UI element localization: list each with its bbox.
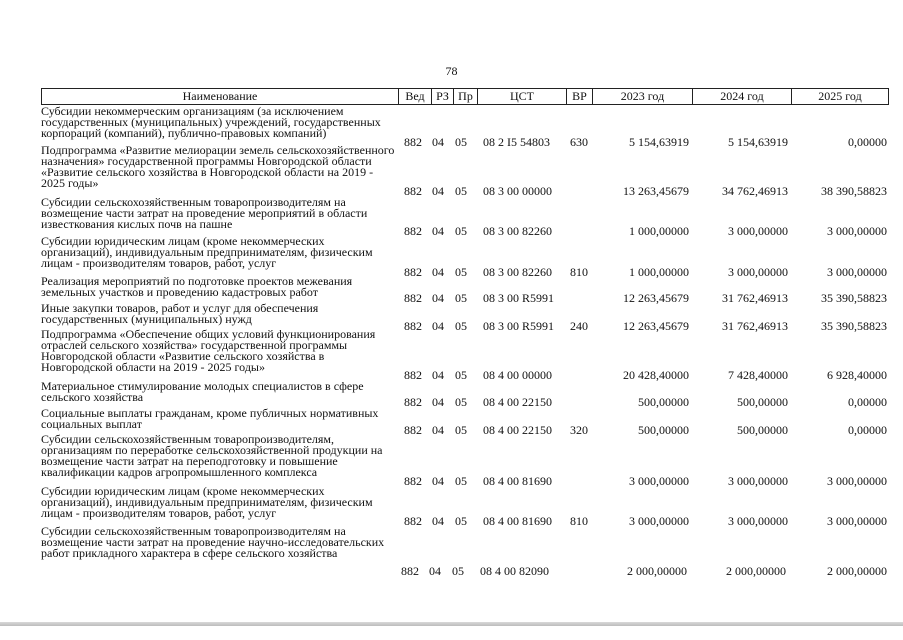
row-rz: 04 <box>432 368 444 382</box>
row-2024: 500,00000 <box>737 395 788 409</box>
row-2023: 5 154,63919 <box>629 135 689 149</box>
table-row <box>41 104 889 149</box>
row-2024: 31 762,46913 <box>722 291 788 305</box>
table-row <box>41 145 889 197</box>
row-2025: 2 000,00000 <box>827 564 887 578</box>
table-row <box>41 434 889 486</box>
row-2023: 3 000,00000 <box>629 514 689 528</box>
row-2025: 35 390,58823 <box>821 319 887 333</box>
row-2023: 1 000,00000 <box>629 265 689 279</box>
row-ved: 882 <box>404 291 422 305</box>
row-vr: 630 <box>570 135 588 149</box>
row-cst: 08 4 00 00000 <box>483 368 552 382</box>
row-2024: 7 428,40000 <box>728 368 788 382</box>
row-2024: 5 154,63919 <box>728 135 788 149</box>
row-pr: 05 <box>455 319 467 333</box>
row-name: Субсидии сельскохозяйственным товаропроизводителям на возмещение части затрат на проведение мероприятий в области известкования кислых почв на пашне <box>41 195 368 231</box>
table-row <box>41 234 889 279</box>
row-rz: 04 <box>432 423 444 437</box>
row-2023: 20 428,40000 <box>623 368 689 382</box>
row-name: Субсидии юридическим лицам (кроме некоммерческих организаций), индивидуальным предпринимателям, физическим лицам - производителям товаров, работ, услуг <box>41 484 373 520</box>
row-name: Подпрограмма «Развитие мелиорации земель сельскохозяйственного назначения» государственной программы Новгородской области «Развитие сельского хозяйства в Новгородской области на 2019 - 2025 годы» <box>41 143 395 190</box>
table-row <box>41 276 889 303</box>
row-vr: 810 <box>570 265 588 279</box>
row-2023: 500,00000 <box>638 395 689 409</box>
row-vr: 810 <box>570 514 588 528</box>
row-pr: 05 <box>455 423 467 437</box>
row-2023: 13 263,45679 <box>623 184 689 198</box>
header-rz: РЗ <box>431 89 453 104</box>
row-pr: 05 <box>455 265 467 279</box>
row-2024: 34 762,46913 <box>722 184 788 198</box>
row-name: Социальные выплаты гражданам, кроме публичных нормативных социальных выплат <box>41 406 379 431</box>
row-ved: 882 <box>404 184 422 198</box>
row-2024: 31 762,46913 <box>722 319 788 333</box>
row-name: Реализация мероприятий по подготовке проектов межевания земельных участков и проведению кадастровых работ <box>41 274 353 299</box>
row-pr: 05 <box>455 291 467 305</box>
row-rz: 04 <box>432 514 444 528</box>
row-2023: 12 263,45679 <box>623 291 689 305</box>
row-rz: 04 <box>432 291 444 305</box>
row-cst: 08 4 00 82090 <box>480 564 549 578</box>
row-pr: 05 <box>455 474 467 488</box>
row-ved: 882 <box>404 474 422 488</box>
row-pr: 05 <box>455 184 467 198</box>
table-header <box>41 88 889 105</box>
row-ved: 882 <box>404 514 422 528</box>
table-row <box>41 381 889 409</box>
row-name: Подпрограмма «Обеспечение общих условий функционирования отраслей сельского хозяйства» государственной программы Новгородской области «Развитие сельского хозяйства в Новгородской области на 2019 - 2025 годы» <box>41 327 376 374</box>
page-number: 78 <box>445 64 458 78</box>
header-2024: 2024 год <box>692 89 791 104</box>
row-name: Материальное стимулирование молодых специалистов в сфере сельского хозяйства <box>41 379 364 404</box>
row-2023: 3 000,00000 <box>629 474 689 488</box>
row-ved: 882 <box>404 368 422 382</box>
row-2025: 3 000,00000 <box>827 224 887 238</box>
row-cst: 08 3 00 R5991 <box>483 319 555 333</box>
row-pr: 05 <box>455 135 467 149</box>
row-name: Иные закупки товаров, работ и услуг для обеспечения государственных (муниципальных) нужд <box>41 301 319 326</box>
row-cst: 08 4 00 22150 <box>483 395 552 409</box>
header-ved: Вед <box>398 89 431 104</box>
row-cst: 08 3 00 00000 <box>483 184 552 198</box>
row-cst: 08 4 00 22150 <box>483 423 552 437</box>
header-cst: ЦСТ <box>477 89 566 104</box>
row-2025: 38 390,58823 <box>821 184 887 198</box>
row-2024: 2 000,00000 <box>726 564 786 578</box>
row-2024: 3 000,00000 <box>728 514 788 528</box>
row-ved: 882 <box>404 265 422 279</box>
row-rz: 04 <box>432 265 444 279</box>
row-pr: 05 <box>455 514 467 528</box>
row-2023: 2 000,00000 <box>627 564 687 578</box>
header-vr: ВР <box>566 89 592 104</box>
header-2023: 2023 год <box>592 89 692 104</box>
row-rz: 04 <box>432 395 444 409</box>
row-2025: 3 000,00000 <box>827 514 887 528</box>
row-ved: 882 <box>401 564 419 578</box>
row-name: Субсидии сельскохозяйственным товаропроизводителям на возмещение части затрат на проведение научно-исследовательских работ прикладного характера в сфере сельского хозяйства <box>41 524 385 560</box>
row-2023: 1 000,00000 <box>629 224 689 238</box>
row-ved: 882 <box>404 395 422 409</box>
row-pr: 05 <box>455 395 467 409</box>
row-cst: 08 4 00 81690 <box>483 514 552 528</box>
row-name: Субсидии сельскохозяйственным товаропроизводителям, организациям по переработке сельскохозяйственной продукции на возмещение части затрат на переподготовку и повышение квалификации кадров агропромышленного комплекса <box>41 432 383 479</box>
row-name: Субсидии некоммерческим организациям (за исключением государственных (муниципальных) учреждений, государственных корпораций (компаний), публично-правовых компаний) <box>41 104 381 140</box>
row-2024: 3 000,00000 <box>728 265 788 279</box>
row-2023: 500,00000 <box>638 423 689 437</box>
row-vr: 320 <box>570 423 588 437</box>
row-rz: 04 <box>432 224 444 238</box>
row-cst: 08 3 00 82260 <box>483 224 552 238</box>
table-row <box>41 486 889 526</box>
row-vr: 240 <box>570 319 588 333</box>
row-cst: 08 4 00 81690 <box>483 474 552 488</box>
row-2025: 3 000,00000 <box>827 265 887 279</box>
table-row <box>41 197 889 237</box>
table-row <box>41 526 889 582</box>
row-rz: 04 <box>432 184 444 198</box>
header-2025: 2025 год <box>791 89 888 104</box>
row-pr: 05 <box>452 564 464 578</box>
row-2025: 0,00000 <box>848 423 887 437</box>
row-2025: 35 390,58823 <box>821 291 887 305</box>
row-rz: 04 <box>432 474 444 488</box>
header-pr: Пр <box>453 89 477 104</box>
scan-edge <box>0 622 903 626</box>
row-ved: 882 <box>404 135 422 149</box>
row-2024: 3 000,00000 <box>728 474 788 488</box>
row-ved: 882 <box>404 224 422 238</box>
row-rz: 04 <box>432 135 444 149</box>
header-name: Наименование <box>182 89 258 103</box>
row-rz: 04 <box>429 564 441 578</box>
row-cst: 08 2 I5 54803 <box>483 135 550 149</box>
row-2025: 0,00000 <box>848 135 887 149</box>
row-pr: 05 <box>455 224 467 238</box>
row-cst: 08 3 00 82260 <box>483 265 552 279</box>
row-cst: 08 3 00 R5991 <box>483 291 555 305</box>
row-name: Субсидии юридическим лицам (кроме некоммерческих организаций), индивидуальным предпринимателям, физическим лицам - производителям товаров, работ, услуг <box>41 234 373 270</box>
table-row <box>41 329 889 381</box>
row-2025: 3 000,00000 <box>827 474 887 488</box>
row-ved: 882 <box>404 319 422 333</box>
row-ved: 882 <box>404 423 422 437</box>
row-pr: 05 <box>455 368 467 382</box>
row-2024: 500,00000 <box>737 423 788 437</box>
row-2024: 3 000,00000 <box>728 224 788 238</box>
row-2025: 0,00000 <box>848 395 887 409</box>
row-2025: 6 928,40000 <box>827 368 887 382</box>
row-rz: 04 <box>432 319 444 333</box>
row-2023: 12 263,45679 <box>623 319 689 333</box>
